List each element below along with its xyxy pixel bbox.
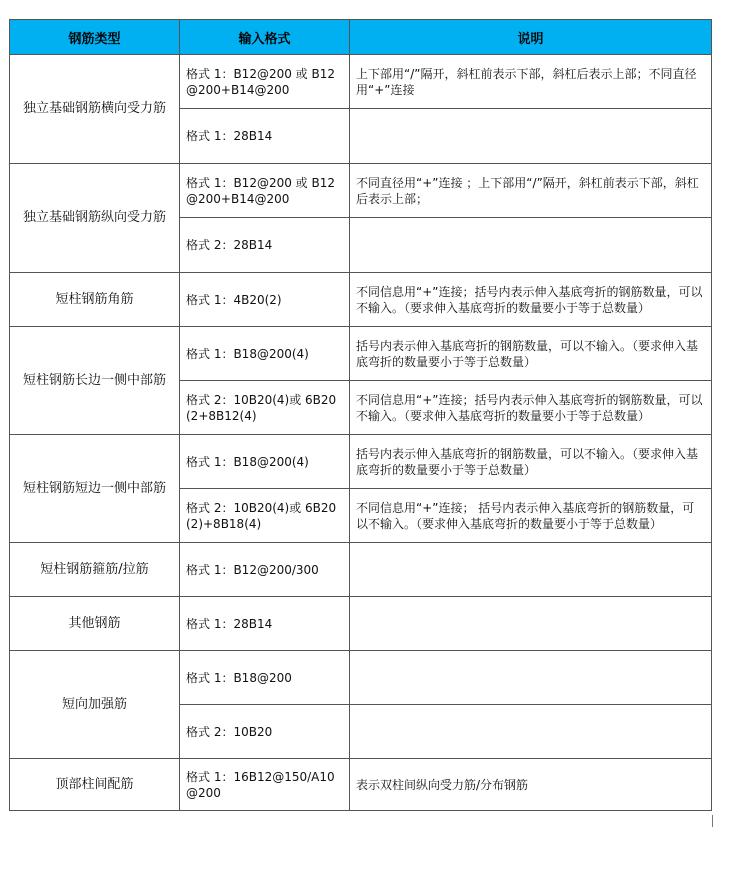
input-format-cell: 格式 1：4B20(2) — [180, 273, 350, 327]
table-row — [10, 759, 712, 811]
edge-mark — [712, 815, 713, 827]
header-row — [10, 20, 712, 55]
description-cell: 括号内表示伸入基底弯折的钢筋数量，可以不输入。（要求伸入基底弯折的数量要小于等于总数量） — [350, 327, 712, 381]
rebar-type-cell: 短柱钢筋角筋 — [10, 273, 180, 327]
input-format-cell: 格式 1：B18@200 — [180, 651, 350, 705]
table-row — [10, 164, 712, 218]
rebar-type-cell: 短柱钢筋长边一侧中部筋 — [10, 327, 180, 435]
input-format-cell: 格式 1：B12@200 或 B12@200+B14@200 — [180, 164, 350, 218]
rebar-format-table — [9, 19, 712, 811]
input-format-cell: 格式 1：28B14 — [180, 109, 350, 164]
input-format-cell: 格式 2：10B20(4)或 6B20(2)+8B18(4) — [180, 489, 350, 543]
table-row — [10, 55, 712, 109]
input-format-cell: 格式 2：10B20 — [180, 705, 350, 759]
table-row — [10, 327, 712, 381]
description-cell — [350, 597, 712, 651]
description-cell — [350, 109, 712, 164]
table-row — [10, 597, 712, 651]
header-description: 说明 — [350, 20, 712, 55]
table-row — [10, 651, 712, 705]
table-row — [10, 543, 712, 597]
rebar-type-cell: 短柱钢筋短边一侧中部筋 — [10, 435, 180, 543]
header-rebar-type: 钢筋类型 — [10, 20, 180, 55]
description-cell — [350, 543, 712, 597]
input-format-cell: 格式 1：B12@200/300 — [180, 543, 350, 597]
description-cell — [350, 651, 712, 705]
description-cell: 不同直径用“+”连接 ；上下部用“/”隔开，斜杠前表示下部，斜杠后表示上部； — [350, 164, 712, 218]
rebar-type-cell: 独立基础钢筋纵向受力筋 — [10, 164, 180, 273]
rebar-type-cell: 短柱钢筋箍筋/拉筋 — [10, 543, 180, 597]
input-format-cell: 格式 2：28B14 — [180, 218, 350, 273]
input-format-cell: 格式 1：B18@200(4) — [180, 327, 350, 381]
description-cell — [350, 218, 712, 273]
table-row — [10, 435, 712, 489]
input-format-cell: 格式 2：10B20(4)或 6B20(2+8B12(4) — [180, 381, 350, 435]
description-cell: 不同信息用“+”连接； 括号内表示伸入基底弯折的钢筋数量，可以不输入。（要求伸入基底弯折的数量要小于等于总数量） — [350, 489, 712, 543]
input-format-cell: 格式 1：28B14 — [180, 597, 350, 651]
table-row — [10, 273, 712, 327]
description-cell: 不同信息用“+”连接；括号内表示伸入基底弯折的钢筋数量，可以不输入。（要求伸入基底弯折的数量要小于等于总数量） — [350, 381, 712, 435]
input-format-cell: 格式 1：B18@200(4) — [180, 435, 350, 489]
description-cell: 括号内表示伸入基底弯折的钢筋数量，可以不输入。（要求伸入基底弯折的数量要小于等于总数量） — [350, 435, 712, 489]
description-cell — [350, 705, 712, 759]
input-format-cell: 格式 1：16B12@150/A10@200 — [180, 759, 350, 811]
input-format-cell: 格式 1：B12@200 或 B12@200+B14@200 — [180, 55, 350, 109]
description-cell: 上下部用“/”隔开，斜杠前表示下部，斜杠后表示上部；不同直径用“+”连接 — [350, 55, 712, 109]
rebar-type-cell: 顶部柱间配筋 — [10, 759, 180, 811]
description-cell: 不同信息用“+”连接；括号内表示伸入基底弯折的钢筋数量，可以不输入。（要求伸入基底弯折的数量要小于等于总数量） — [350, 273, 712, 327]
rebar-type-cell: 短向加强筋 — [10, 651, 180, 759]
rebar-type-cell: 独立基础钢筋横向受力筋 — [10, 55, 180, 164]
rebar-type-cell: 其他钢筋 — [10, 597, 180, 651]
description-cell: 表示双柱间纵向受力筋/分布钢筋 — [350, 759, 712, 811]
header-input-format: 输入格式 — [180, 20, 350, 55]
